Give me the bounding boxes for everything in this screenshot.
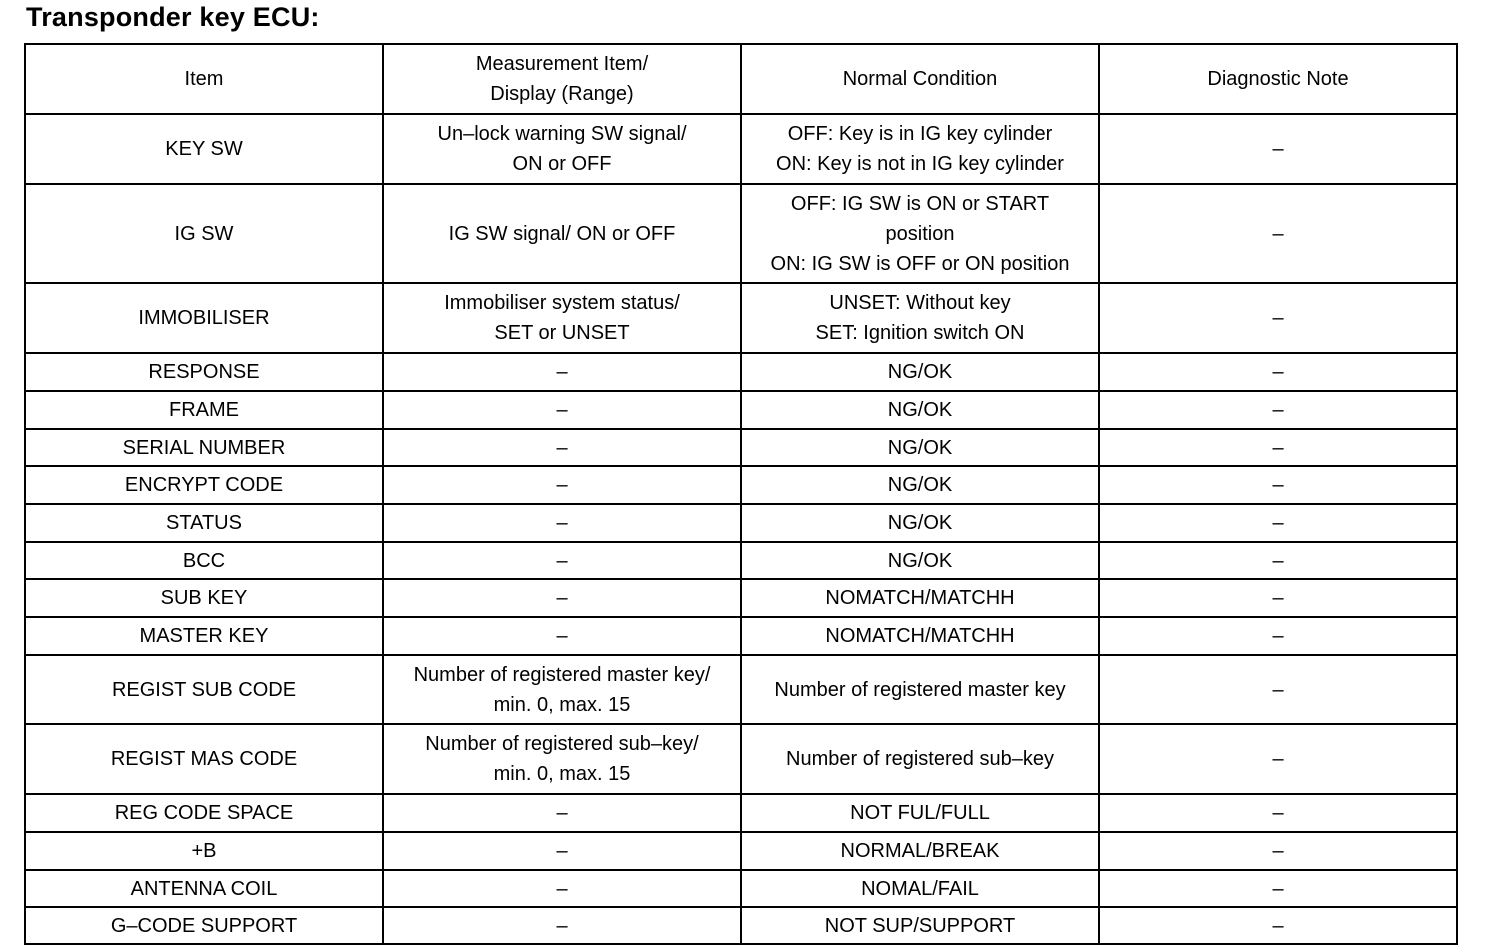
cell-item: FRAME xyxy=(25,391,383,429)
table-row xyxy=(25,353,1457,391)
cell-measurement: – xyxy=(383,353,741,391)
page-title: Transponder key ECU: xyxy=(26,2,320,32)
cell-diagnostic-note: – xyxy=(1099,184,1457,283)
table-row xyxy=(25,504,1457,542)
table-row xyxy=(25,870,1457,907)
cell-normal-condition: NOT SUP/SUPPORT xyxy=(741,907,1099,944)
cell-diagnostic-note: – xyxy=(1099,579,1457,617)
cell-diagnostic-note: – xyxy=(1099,466,1457,504)
cell-item: MASTER KEY xyxy=(25,617,383,655)
cell-diagnostic-note: – xyxy=(1099,617,1457,655)
cell-normal-condition: NG/OK xyxy=(741,542,1099,579)
cell-normal-condition: NG/OK xyxy=(741,353,1099,391)
table-row xyxy=(25,724,1457,794)
data-list-table xyxy=(24,43,1458,945)
cell-normal-condition: NG/OK xyxy=(741,429,1099,466)
cell-measurement: – xyxy=(383,466,741,504)
cell-measurement: – xyxy=(383,907,741,944)
table-row xyxy=(25,579,1457,617)
table-row xyxy=(25,542,1457,579)
cell-diagnostic-note: – xyxy=(1099,283,1457,353)
cell-item: IG SW xyxy=(25,184,383,283)
cell-diagnostic-note: – xyxy=(1099,870,1457,907)
cell-item: BCC xyxy=(25,542,383,579)
table-row xyxy=(25,466,1457,504)
table-row xyxy=(25,794,1457,832)
table-header xyxy=(25,44,1457,114)
cell-normal-condition: NOMATCH/MATCHH xyxy=(741,579,1099,617)
cell-item: SUB KEY xyxy=(25,579,383,617)
table-row xyxy=(25,655,1457,724)
cell-normal-condition: NOT FUL/FULL xyxy=(741,794,1099,832)
cell-measurement: – xyxy=(383,542,741,579)
cell-measurement: – xyxy=(383,504,741,542)
cell-normal-condition: NG/OK xyxy=(741,504,1099,542)
cell-normal-condition: OFF: IG SW is ON or START position ON: IG SW is OFF or ON position xyxy=(741,184,1099,283)
cell-diagnostic-note: – xyxy=(1099,504,1457,542)
cell-diagnostic-note: – xyxy=(1099,353,1457,391)
cell-diagnostic-note: – xyxy=(1099,907,1457,944)
table-row xyxy=(25,832,1457,870)
cell-measurement: – xyxy=(383,794,741,832)
cell-measurement: Number of registered sub–key/ min. 0, max. 15 xyxy=(383,724,741,794)
cell-item: REGIST MAS CODE xyxy=(25,724,383,794)
cell-normal-condition: Number of registered master key xyxy=(741,655,1099,724)
cell-diagnostic-note: – xyxy=(1099,832,1457,870)
cell-measurement: IG SW signal/ ON or OFF xyxy=(383,184,741,283)
table-row xyxy=(25,617,1457,655)
table-row xyxy=(25,283,1457,353)
cell-item: +B xyxy=(25,832,383,870)
table-row xyxy=(25,429,1457,466)
cell-item: IMMOBILISER xyxy=(25,283,383,353)
cell-measurement: – xyxy=(383,429,741,466)
cell-normal-condition: NG/OK xyxy=(741,391,1099,429)
cell-diagnostic-note: – xyxy=(1099,794,1457,832)
cell-diagnostic-note: – xyxy=(1099,655,1457,724)
cell-measurement: Un–lock warning SW signal/ ON or OFF xyxy=(383,114,741,184)
cell-normal-condition: NOMAL/FAIL xyxy=(741,870,1099,907)
cell-normal-condition: OFF: Key is in IG key cylinder ON: Key is not in IG key cylinder xyxy=(741,114,1099,184)
cell-normal-condition: UNSET: Without key SET: Ignition switch ON xyxy=(741,283,1099,353)
cell-item: G–CODE SUPPORT xyxy=(25,907,383,944)
header-measurement: Measurement Item/ Display (Range) xyxy=(383,44,741,114)
cell-item: ENCRYPT CODE xyxy=(25,466,383,504)
cell-diagnostic-note: – xyxy=(1099,724,1457,794)
cell-measurement: Immobiliser system status/ SET or UNSET xyxy=(383,283,741,353)
cell-item: REG CODE SPACE xyxy=(25,794,383,832)
cell-item: SERIAL NUMBER xyxy=(25,429,383,466)
header-item: Item xyxy=(25,44,383,114)
table-body xyxy=(25,114,1457,944)
cell-item: ANTENNA COIL xyxy=(25,870,383,907)
cell-measurement: – xyxy=(383,391,741,429)
cell-normal-condition: NG/OK xyxy=(741,466,1099,504)
header-normal-condition: Normal Condition xyxy=(741,44,1099,114)
table-row xyxy=(25,114,1457,184)
cell-measurement: – xyxy=(383,870,741,907)
header-row xyxy=(25,44,1457,114)
cell-item: RESPONSE xyxy=(25,353,383,391)
cell-normal-condition: NORMAL/BREAK xyxy=(741,832,1099,870)
table-row xyxy=(25,184,1457,283)
cell-measurement: – xyxy=(383,579,741,617)
cell-diagnostic-note: – xyxy=(1099,542,1457,579)
header-diagnostic-note: Diagnostic Note xyxy=(1099,44,1457,114)
table-row xyxy=(25,391,1457,429)
cell-diagnostic-note: – xyxy=(1099,429,1457,466)
cell-measurement: – xyxy=(383,832,741,870)
cell-normal-condition: NOMATCH/MATCHH xyxy=(741,617,1099,655)
cell-diagnostic-note: – xyxy=(1099,114,1457,184)
cell-item: KEY SW xyxy=(25,114,383,184)
table-row xyxy=(25,907,1457,944)
cell-measurement: – xyxy=(383,617,741,655)
cell-normal-condition: Number of registered sub–key xyxy=(741,724,1099,794)
cell-item: REGIST SUB CODE xyxy=(25,655,383,724)
cell-item: STATUS xyxy=(25,504,383,542)
cell-diagnostic-note: – xyxy=(1099,391,1457,429)
cell-measurement: Number of registered master key/ min. 0, max. 15 xyxy=(383,655,741,724)
